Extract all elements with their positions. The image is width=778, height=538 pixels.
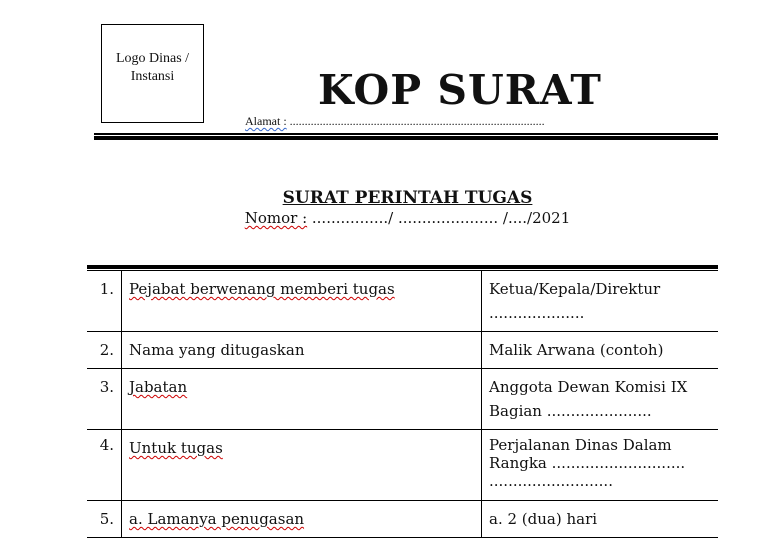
row-number: 4. (87, 430, 122, 501)
assignment-table (87, 270, 718, 538)
row-label: Nama yang ditugaskan (122, 332, 482, 369)
row-label (122, 271, 482, 332)
row-label-text: Pejabat berwenang memberi tugas (129, 280, 395, 298)
value-line: Rangka ............................ (489, 454, 686, 472)
logo-placeholder (101, 24, 204, 123)
row-number: 3. (87, 369, 122, 430)
document-number (0, 209, 778, 227)
value-line: .................... (489, 304, 585, 322)
row-label (122, 430, 482, 501)
row-number: 1. (87, 271, 122, 332)
row-label (122, 501, 482, 538)
table-row (87, 332, 718, 369)
header-rule-thin (94, 133, 718, 135)
logo-text: Logo Dinas / (115, 51, 190, 66)
number-value: ................/ ..................... /..../2021 (307, 209, 571, 227)
row-number: 5. (87, 501, 122, 538)
logo-text: Instansi (130, 69, 175, 84)
header-rule-thick (94, 136, 718, 140)
value-line: Ketua/Kepala/Direktur (489, 280, 661, 298)
value-line: Bagian ...................... (489, 402, 652, 420)
row-value (482, 430, 719, 501)
row-label (122, 369, 482, 430)
row-label-text: a. Lamanya penugasan (129, 510, 305, 528)
table-top-rule (87, 265, 718, 269)
letterhead-title: KOP SURAT (318, 66, 602, 114)
value-line: Perjalanan Dinas Dalam (489, 436, 672, 454)
table-row (87, 369, 718, 430)
address-value: ..................................................................................... (286, 114, 545, 128)
row-value: a. 2 (dua) hari (482, 501, 719, 538)
address-label: Alamat : (245, 114, 287, 128)
row-value (482, 369, 719, 430)
value-line: Anggota Dewan Komisi IX (489, 378, 688, 396)
table-row (87, 430, 718, 501)
address-line (245, 114, 545, 129)
table-row (87, 501, 718, 538)
row-label-text: Untuk tugas (129, 439, 223, 457)
number-label: Nomor : (244, 209, 308, 227)
row-value (482, 271, 719, 332)
table-row (87, 271, 718, 332)
row-label-text: Jabatan (129, 378, 188, 396)
row-number: 2. (87, 332, 122, 369)
document-title: SURAT PERINTAH TUGAS (282, 188, 533, 208)
row-value: Malik Arwana (contoh) (482, 332, 719, 369)
value-line: .......................... (489, 472, 613, 490)
